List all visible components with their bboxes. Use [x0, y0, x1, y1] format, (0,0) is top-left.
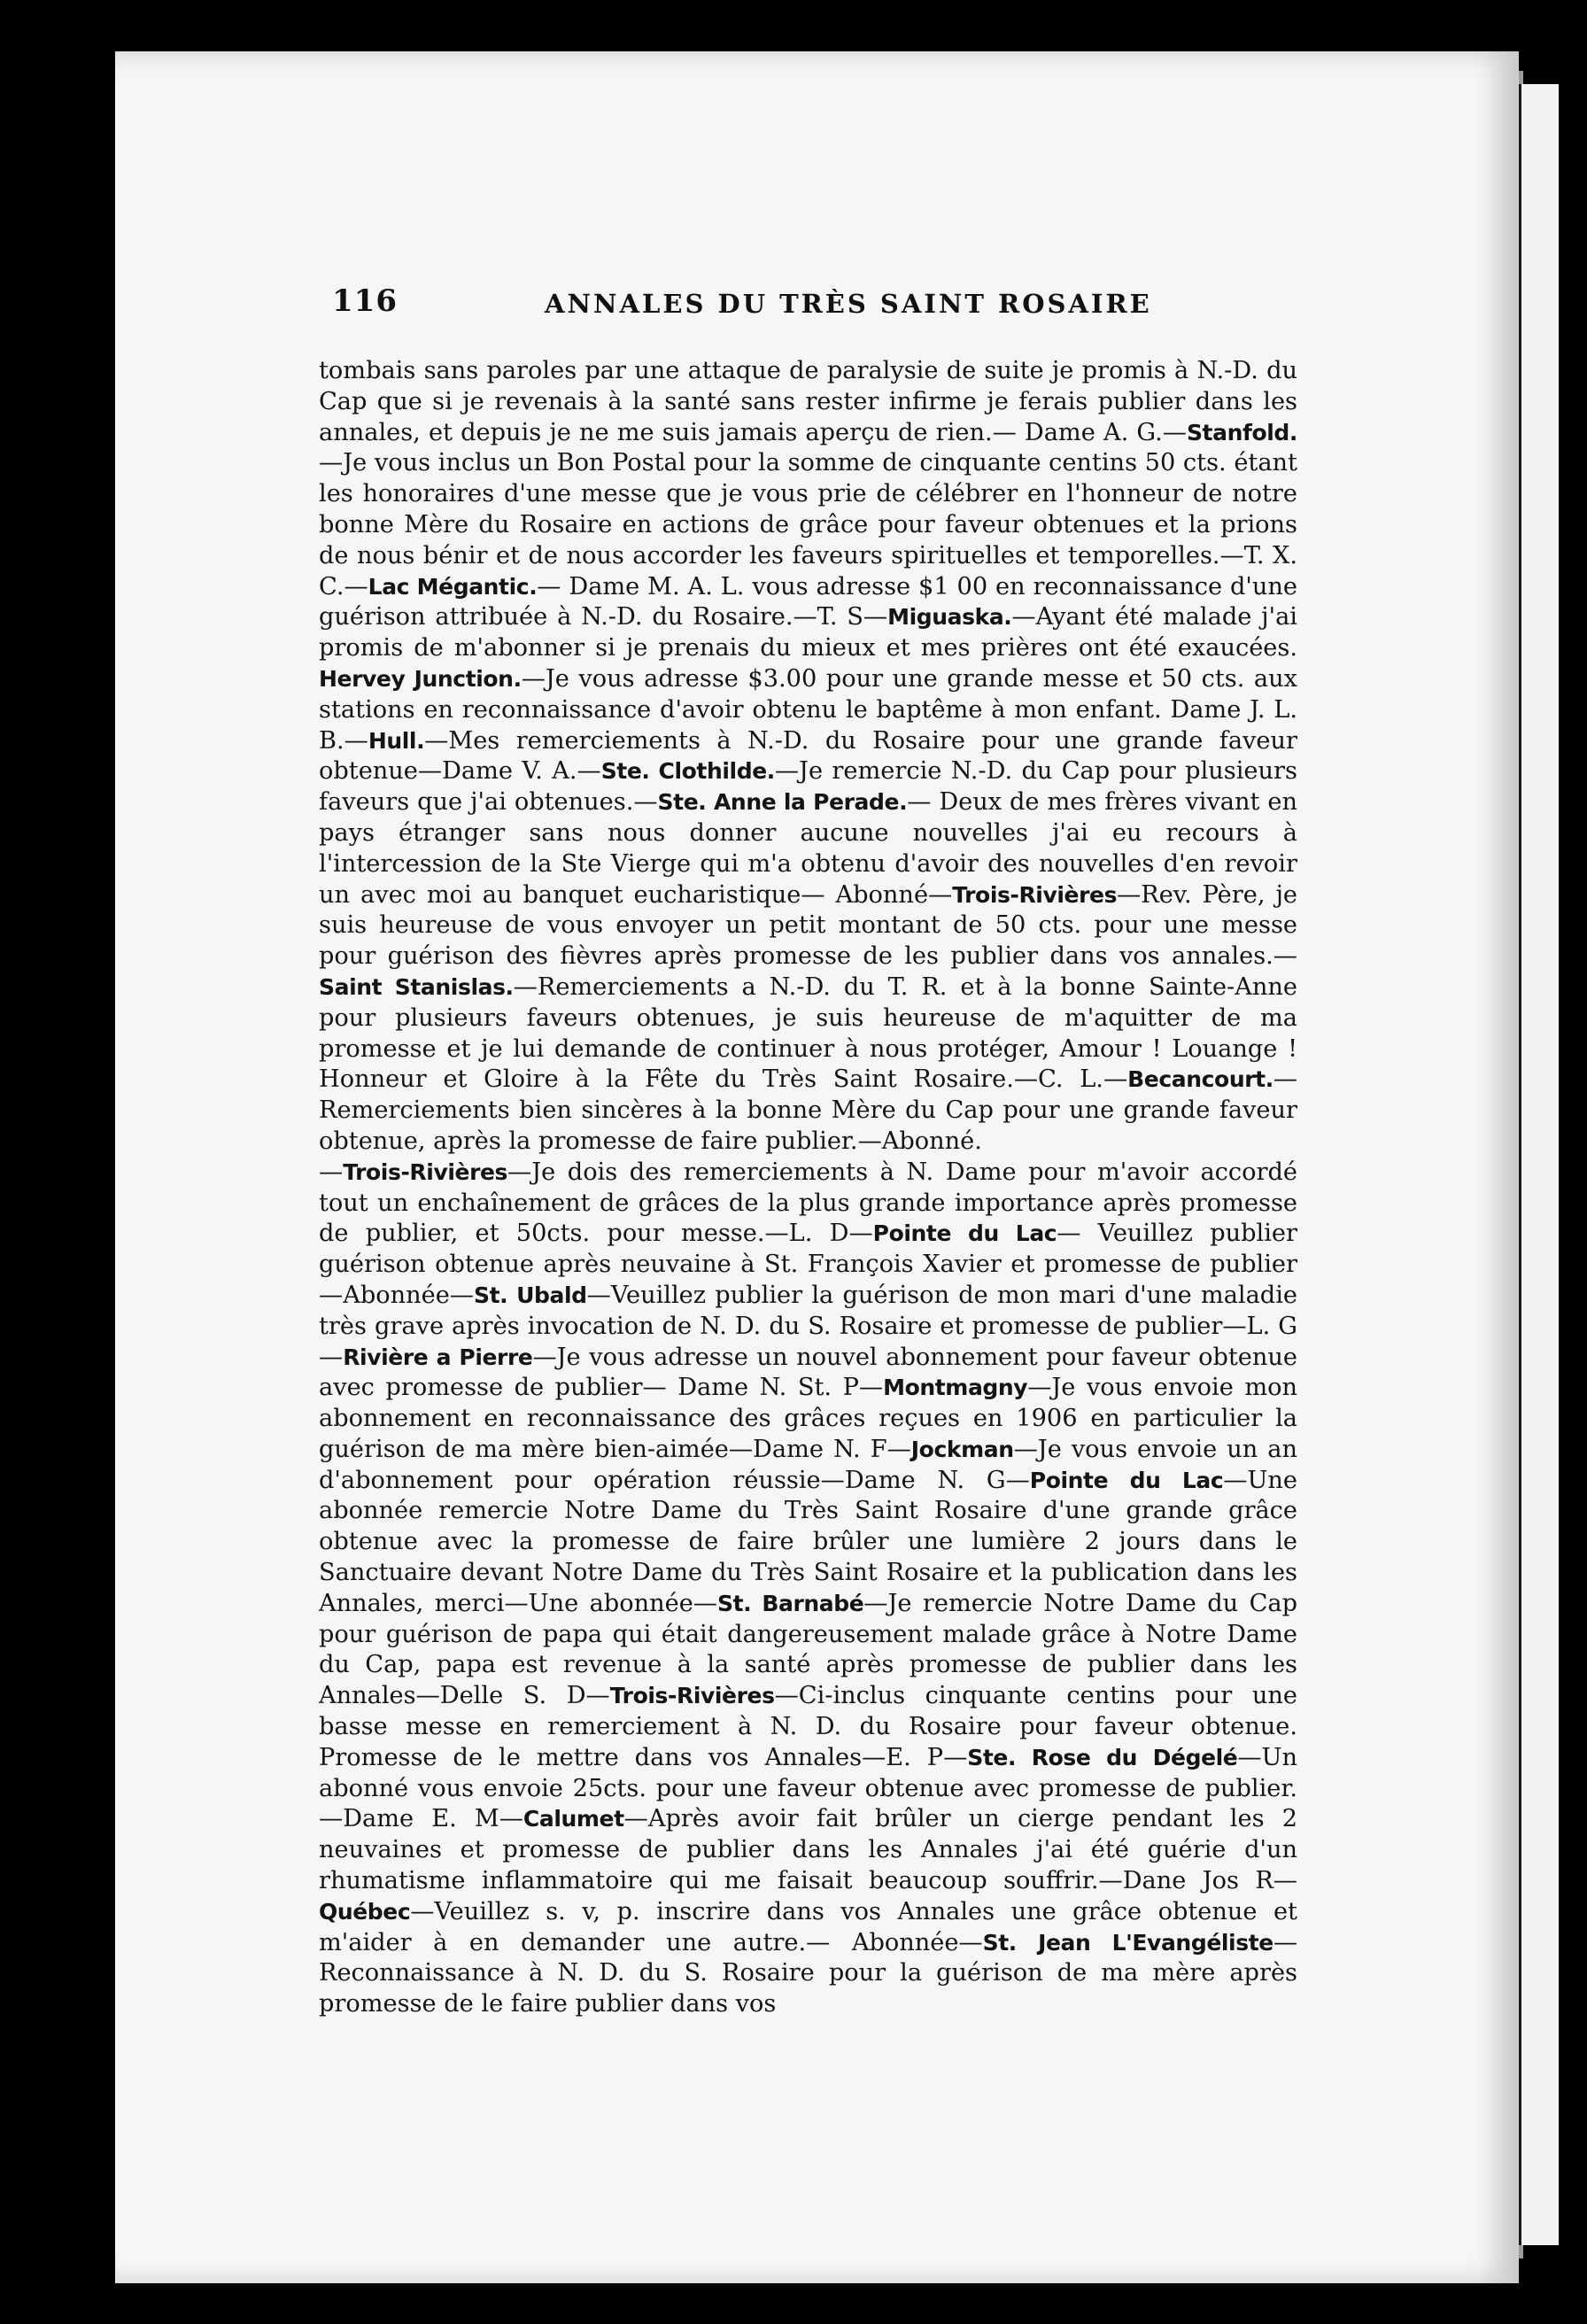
body-text: [319, 356, 1297, 2020]
place-name: Ste. Clothilde.: [600, 758, 775, 785]
text-segment: —Veuillez publier la guérison de mon mari d'une maladie très grave après invocation de N. D. du S. Rosaire et promesse de publier—L. G—: [319, 1281, 1297, 1371]
place-name: Rivière a Pierre: [343, 1344, 533, 1370]
paragraph: [319, 356, 1297, 1158]
text-segment: tombais sans paroles par une attaque de paralysie de suite je promis à N.-D. du Cap que si je revenais à la santé sans rester infirme je ferais publier dans les annales, et depuis je ne me suis jamais aperçu de rien.— Dame A. G.—: [319, 357, 1297, 446]
text-segment: —Je vous inclus un Bon Postal pour la somme de cinquante centins 50 cts. étant les honoraires d'une messe que je vous prie de célébrer en l'honneur de notre bonne Mère du Rosaire en actions de grâce pour faveur obtenues et la prions de nous bénir et de nous accorder les faveurs spirituelles et temporelles.—T. X. C.—: [319, 449, 1297, 600]
place-name: Hervey Junction.: [319, 665, 522, 692]
text-segment: —Je dois des remerciements à N. Dame pour m'avoir accordé tout un enchaînement de grâces de la plus grande importance après promesse de publier, et 50cts. pour messe.—L. D—: [319, 1158, 1297, 1248]
place-name: Stanfold.: [1186, 419, 1297, 445]
text-segment: — Deux de mes frères vivant en pays étranger sans nous donner aucune nouvelles j'ai eu recours à l'intercession de la Ste Vierge qui m'a obtenu d'avoir des nouvelles d'en revoir un avec moi au banquet eucharistique— Abonné—: [319, 788, 1297, 909]
text-segment: —Remerciements a N.-D. du T. R. et à la bonne Sainte-Anne pour plusieurs faveurs obtenues, je suis heureuse de m'aquitter de ma promesse et je lui demande de continuer à nous protéger, Amour ! Louange ! Honneur et Gloire à la Fête du Très Saint Rosaire.—C. L.—: [319, 972, 1297, 1094]
text-segment: —Reconnaissance à N. D. du S. Rosaire pour la guérison de ma mère après promesse de le faire publier dans vos: [319, 1928, 1297, 2018]
page-number: 116: [332, 283, 398, 319]
place-name: Montmagny: [883, 1375, 1028, 1401]
text-segment: —Je vous envoie mon abonnement en reconnaissance des grâces reçues en 1906 en particulier la guérison de ma mère bien-aimée—Dame N. F—: [319, 1374, 1298, 1463]
paragraph: [319, 1158, 1297, 2020]
place-name: Pointe du Lac: [1029, 1467, 1224, 1493]
place-name: Calumet: [523, 1806, 624, 1832]
place-name: Ste. Rose du Dégelé: [967, 1744, 1238, 1770]
text-segment: — Veuillez publier guérison obtenue après neuvaine à St. François Xavier et promesse de publier—Abonnée—: [319, 1220, 1297, 1309]
place-name: Jockman: [910, 1436, 1014, 1462]
place-name: Trois-Rivières: [609, 1683, 775, 1709]
text-segment: —Remerciements bien sincères à la bonne Mère du Cap pour une grande faveur obtenue, après la promesse de faire publier.—Abonné.: [319, 1065, 1297, 1155]
place-name: Miguaska.: [887, 604, 1012, 631]
place-name: Becancourt.: [1127, 1066, 1273, 1093]
text-segment: —Mes remerciements à N.-D. du Rosaire pour une grande faveur obtenue—Dame V. A.—: [319, 726, 1297, 786]
place-name: St. Ubald: [473, 1282, 587, 1308]
page-header: [332, 283, 1152, 328]
text-segment: —Veuillez s. v, p. inscrire dans vos Annales une grâce obtenue et m'aider à en demander une autre.— Abonnée—: [319, 1897, 1297, 1956]
place-name: St. Barnabé: [716, 1590, 864, 1616]
text-segment: —Je remercie Notre Dame du Cap pour guérison de papa qui était dangereusement malade grâce à Notre Dame du Cap, papa est revenue à la santé après promesse de publier dans les Annales—Delle S. D—: [319, 1589, 1297, 1710]
place-name: Trois-Rivières: [343, 1158, 508, 1185]
place-name: Québec: [319, 1898, 411, 1925]
place-name: Lac Mégantic.: [368, 573, 538, 600]
text-segment: —: [319, 1158, 344, 1186]
place-name: Hull.: [368, 727, 425, 754]
text-segment: —Je vous adresse $3.00 pour une grande messe et 50 cts. aux stations en reconnaissance d'avoir obtenu le baptême à mon enfant. Dame J. L. B.—: [319, 664, 1297, 755]
text-segment: —Rev. Père, je suis heureuse de vous envoyer un petit montant de 50 cts. pour une messe pour guérison des fièvres après promesse de les publier dans vos annales.—: [319, 880, 1297, 971]
text-segment: —Ci-inclus cinquante centins pour une basse messe en remerciement à N. D. du Rosaire pour faveur obtenue. Promesse de le mettre dans vos Annales—E. P—: [319, 1682, 1297, 1771]
text-segment: —Ayant été malade j'ai promis de m'abonner si je prenais du mieux et mes prières ont été exaucées.: [319, 603, 1297, 662]
text-segment: —Je vous adresse un nouvel abonnement pour faveur obtenue avec promesse de publier— Dame N. St. P—: [319, 1343, 1297, 1402]
text-segment: —Je vous envoie un an d'abonnement pour opération réussie—Dame N. G—: [319, 1435, 1297, 1494]
place-name: Saint Stanislas.: [319, 973, 514, 1000]
place-name: Pointe du Lac: [872, 1220, 1057, 1247]
text-segment: —Un abonné vous envoie 25cts. pour une faveur obtenue avec promesse de publier.—Dame E. M—: [319, 1743, 1297, 1833]
text-segment: —Après avoir fait brûler un cierge pendant les 2 neuvaines et promesse de publier dans les Annales j'ai été guérie d'un rhumatisme inflammatoire qui me faisait beaucoup souffrir.—Dane Jos R—: [319, 1805, 1297, 1895]
running-title: ANNALES DU TRÈS SAINT ROSAIRE: [545, 289, 1152, 319]
place-name: Ste. Anne la Perade.: [657, 789, 908, 816]
adjacent-page-edge: [1516, 84, 1559, 2245]
text-segment: —Une abonnée remercie Notre Dame du Très Saint Rosaire d'une grande grâce obtenue avec la promesse de faire brûler une lumière 2 jours dans le Sanctuaire devant Notre Dame du Très Saint Rosaire et la publication dans les Annales, merci—Une abonnée—: [319, 1466, 1297, 1617]
place-name: Trois-Rivières: [952, 881, 1118, 908]
text-segment: — Dame M. A. L. vous adresse $1 00 en reconnaissance d'une guérison attribuée à N.-D. du Rosaire.—T. S—: [319, 572, 1297, 631]
place-name: St. Jean L'Evangéliste: [982, 1929, 1273, 1956]
text-segment: —Je remercie N.-D. du Cap pour plusieurs faveurs que j'ai obtenues.—: [319, 757, 1297, 817]
